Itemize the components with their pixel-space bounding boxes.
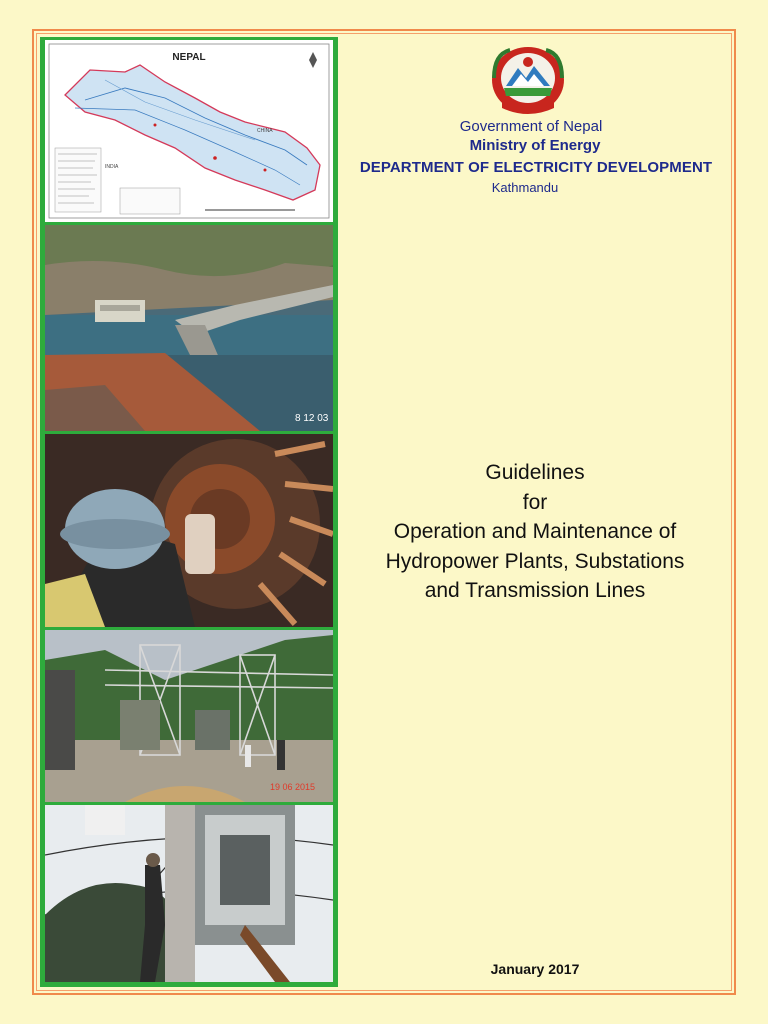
hydropower-dam-photo (45, 225, 333, 431)
transmission-line-photo (45, 805, 333, 982)
substation-photo (45, 630, 333, 802)
title-line: Operation and Maintenance of (393, 520, 677, 543)
photo-timestamp: 8 12 03 (295, 413, 329, 424)
department-name: DEPARTMENT OF ELECTRICITY DEVELOPMENT (359, 159, 713, 176)
nepal-map-panel (45, 40, 333, 222)
nepal-emblem-icon (488, 44, 568, 116)
title-line: Hydropower Plants, Substations (385, 549, 685, 573)
title-line: Guidelines (485, 461, 585, 484)
title-line: for (522, 490, 548, 514)
government-name: Government of Nepal (459, 118, 603, 135)
city-name: Kathmandu (491, 180, 559, 195)
nepal-map (45, 40, 333, 222)
map-label-china: CHINA (257, 128, 273, 134)
map-label-india: INDIA (105, 164, 119, 170)
turbine-maintenance-photo (45, 434, 333, 627)
ministry-name: Ministry of Energy (469, 137, 601, 154)
map-title: NEPAL (172, 52, 206, 63)
photo-strip (40, 37, 338, 987)
publication-date: January 2017 (490, 961, 580, 977)
document-title (350, 458, 720, 606)
title-line: and Transmission Lines (424, 579, 646, 602)
photo-date-stamp: 19 06 2015 (270, 782, 316, 792)
